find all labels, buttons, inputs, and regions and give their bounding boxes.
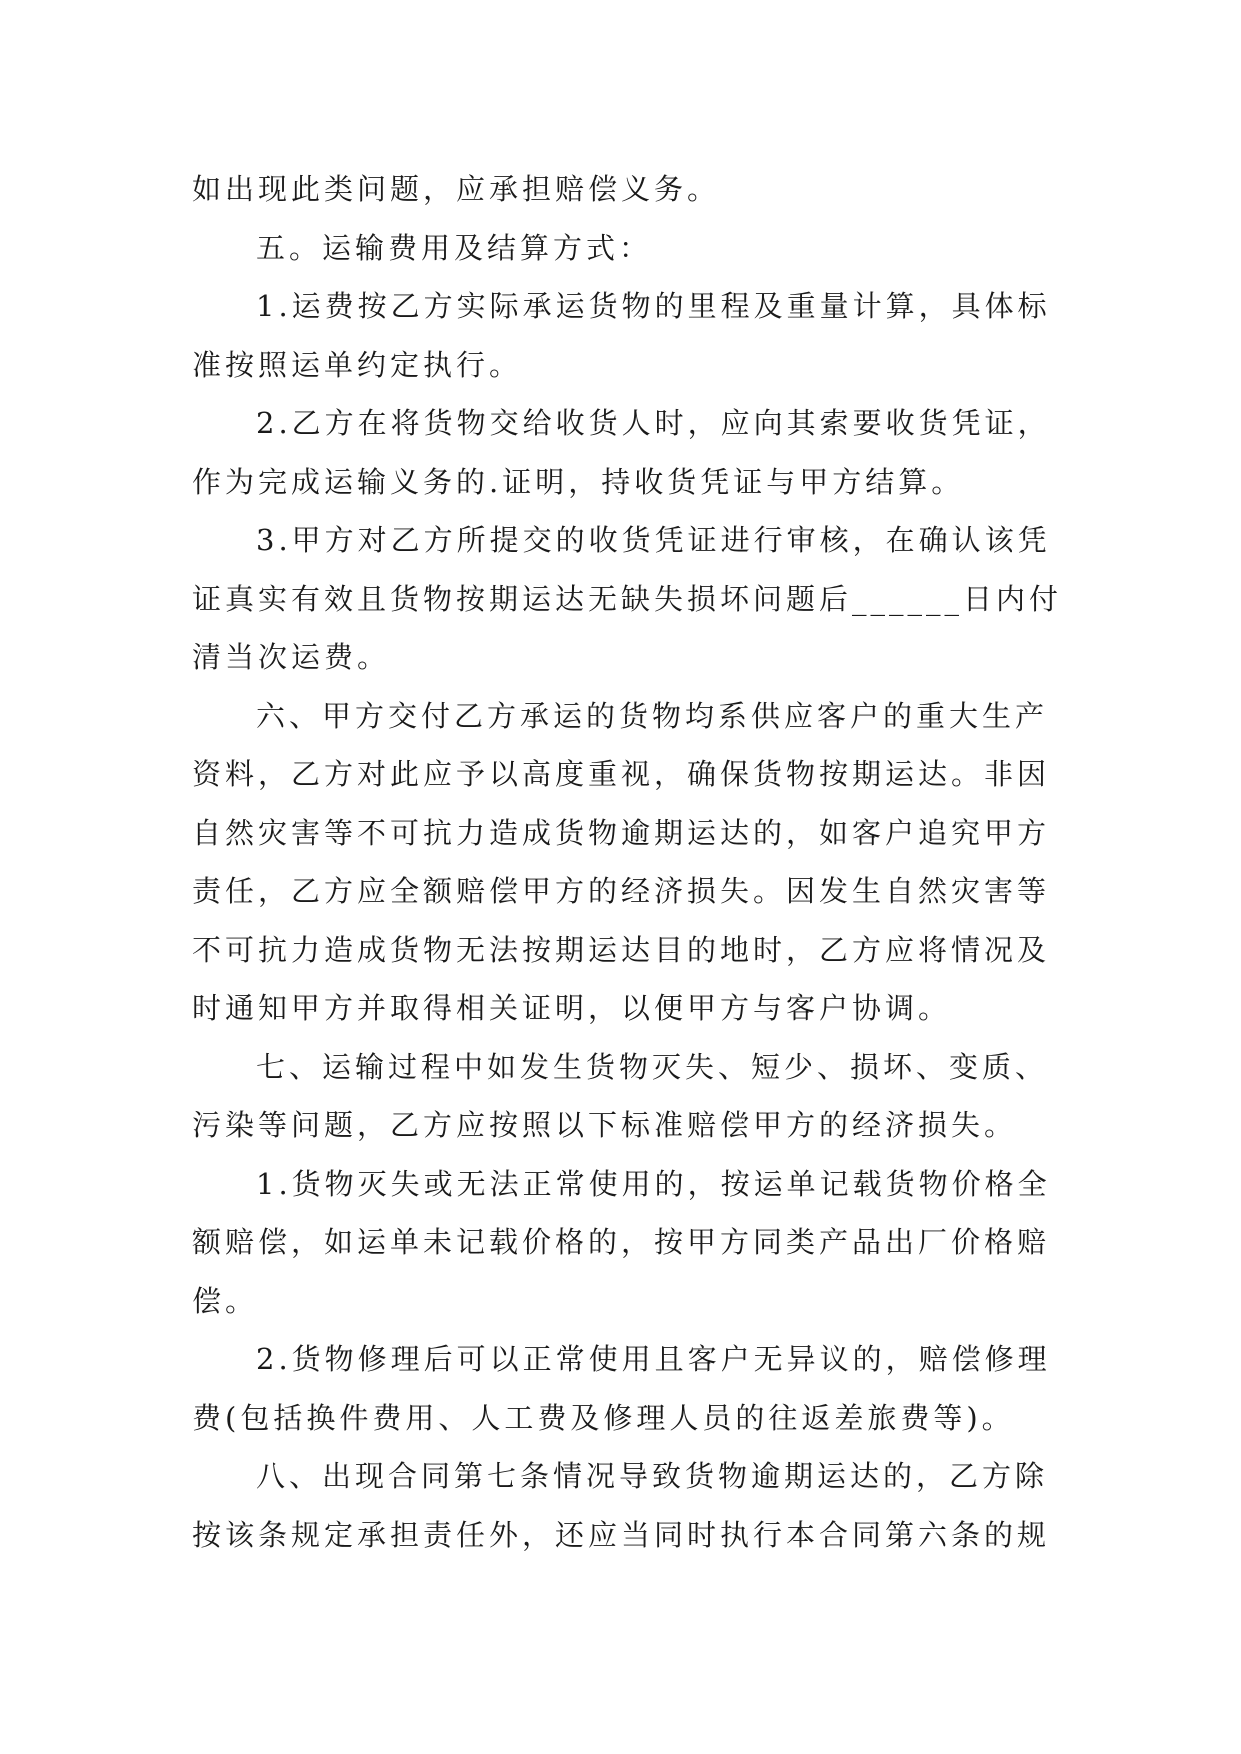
paragraph-compensation-duty <box>192 160 1072 219</box>
text-line: 不可抗力造成货物无法按期运达目的地时，乙方应将情况及 <box>192 932 1051 967</box>
text-line: 费(包括换件费用、人工费及修理人员的往返差旅费等)。 <box>192 1400 1015 1435</box>
text-line: 六、甲方交付乙方承运的货物均系供应客户的重大生产 <box>256 698 1049 733</box>
text-line: 自然灾害等不可抗力造成货物逾期运达的，如客户追究甲方 <box>192 815 1051 850</box>
clause-voucher-review <box>192 511 1072 687</box>
text-line: 责任，乙方应全额赔偿甲方的经济损失。因发生自然灾害等 <box>192 874 1051 908</box>
text-line: 1.货物灭失或无法正常使用的，按运单记载货物价格全 <box>256 1166 1051 1201</box>
text-line: 清当次运费。 <box>192 640 391 674</box>
clause-repair-cost <box>192 1330 1072 1447</box>
section-eight-late-delivery <box>192 1447 1072 1564</box>
text-line: 八、出现合同第七条情况导致货物逾期运达的，乙方除 <box>256 1459 1049 1493</box>
text-line: 2.货物修理后可以正常使用且客户无异议的，赔偿修理 <box>256 1342 1051 1376</box>
clause-total-loss <box>192 1155 1072 1331</box>
text-line: 额赔偿，如运单未记载价格的，按甲方同类产品出厂价格赔 <box>192 1225 1051 1259</box>
text-line: 七、运输过程中如发生货物灭失、短少、损坏、变质、 <box>256 1049 1049 1084</box>
text-line: 1.运费按乙方实际承运货物的里程及重量计算，具体标 <box>256 289 1051 323</box>
document-body <box>192 160 1072 1564</box>
text-line: 污染等问题，乙方应按照以下标准赔偿甲方的经济损失。 <box>192 1108 1018 1142</box>
text-line: 2.乙方在将货物交给收货人时，应向其索要收货凭证， <box>256 406 1051 440</box>
text-line: 准按照运单约定执行。 <box>192 347 523 382</box>
text-line: 五。运输费用及结算方式： <box>256 230 653 265</box>
text-line: 证真实有效且货物按期运达无缺失损坏问题后______日内付 <box>192 581 1063 616</box>
text-line: 时通知甲方并取得相关证明，以便甲方与客户协调。 <box>192 991 952 1025</box>
text-line: 资料，乙方对此应予以高度重视，确保货物按期运达。非因 <box>192 757 1051 791</box>
section-six-on-time-delivery <box>192 687 1072 1038</box>
text-line: 3.甲方对乙方所提交的收货凭证进行审核，在确认该凭 <box>256 523 1051 557</box>
text-line: 偿。 <box>192 1283 259 1318</box>
clause-freight-calculation <box>192 277 1072 394</box>
section-heading-freight-settlement <box>192 219 1072 278</box>
clause-receipt-voucher <box>192 394 1072 511</box>
text-line: 作为完成运输义务的.证明，持收货凭证与甲方结算。 <box>192 464 965 499</box>
text-line: 按该条规定承担责任外，还应当同时执行本合同第六条的规 <box>192 1517 1051 1552</box>
text-line: 如出现此类问题，应承担赔偿义务。 <box>192 172 721 206</box>
section-seven-loss-damage <box>192 1038 1072 1155</box>
